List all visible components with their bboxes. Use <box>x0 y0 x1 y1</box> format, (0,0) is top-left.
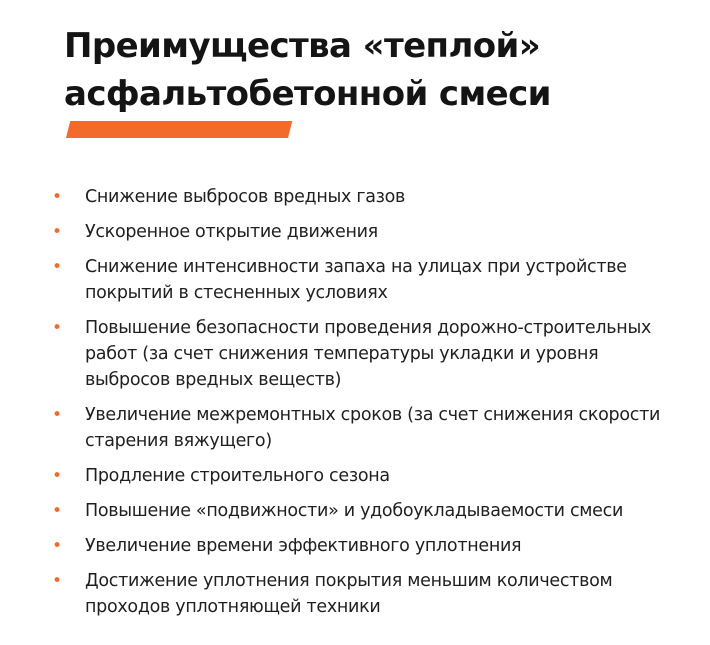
title-accent-bar <box>66 121 292 138</box>
list-item <box>52 254 682 306</box>
list-item-text: Достижение уплотнения покрытия меньшим количеством проходов уплотняющей техники <box>85 571 613 617</box>
list-item <box>52 533 682 559</box>
list-item <box>52 498 682 524</box>
list-item-text: Увеличение времени эффективного уплотнения <box>85 536 522 556</box>
bullet-icon: • <box>52 571 62 591</box>
bullet-icon: • <box>52 405 62 425</box>
list-item <box>52 402 682 454</box>
bullet-icon: • <box>52 222 62 242</box>
bullet-icon: • <box>52 536 62 556</box>
bullet-icon: • <box>52 466 62 486</box>
list-item <box>52 184 682 210</box>
list-item <box>52 568 682 620</box>
list-item <box>52 463 682 489</box>
bullet-icon: • <box>52 257 62 277</box>
list-item-text: Увеличение межремонтных сроков (за счет снижения скорости старения вяжущего) <box>85 405 661 451</box>
list-item <box>52 315 682 393</box>
title-line-2: асфальтобетонной смеси <box>64 74 551 114</box>
bullet-icon: • <box>52 187 62 207</box>
list-item-text: Ускоренное открытие движения <box>85 222 378 242</box>
list-item-text: Снижение выбросов вредных газов <box>85 187 406 207</box>
title-line-1: Преимущества «теплой» <box>64 26 541 66</box>
list-item-text: Продление строительного сезона <box>85 466 390 486</box>
bullet-icon: • <box>52 501 62 521</box>
slide-title <box>64 22 684 118</box>
list-item-text: Повышение «подвижности» и удобоукладываемости смеси <box>85 501 624 521</box>
benefits-list <box>52 184 682 629</box>
list-item <box>52 219 682 245</box>
list-item-text: Повышение безопасности проведения дорожно-строительных работ (за счет снижения температуры укладки и уровня выбросов вредных веществ) <box>85 318 652 390</box>
bullet-icon: • <box>52 318 62 338</box>
list-item-text: Снижение интенсивности запаха на улицах при устройстве покрытий в стесненных условиях <box>85 257 627 303</box>
